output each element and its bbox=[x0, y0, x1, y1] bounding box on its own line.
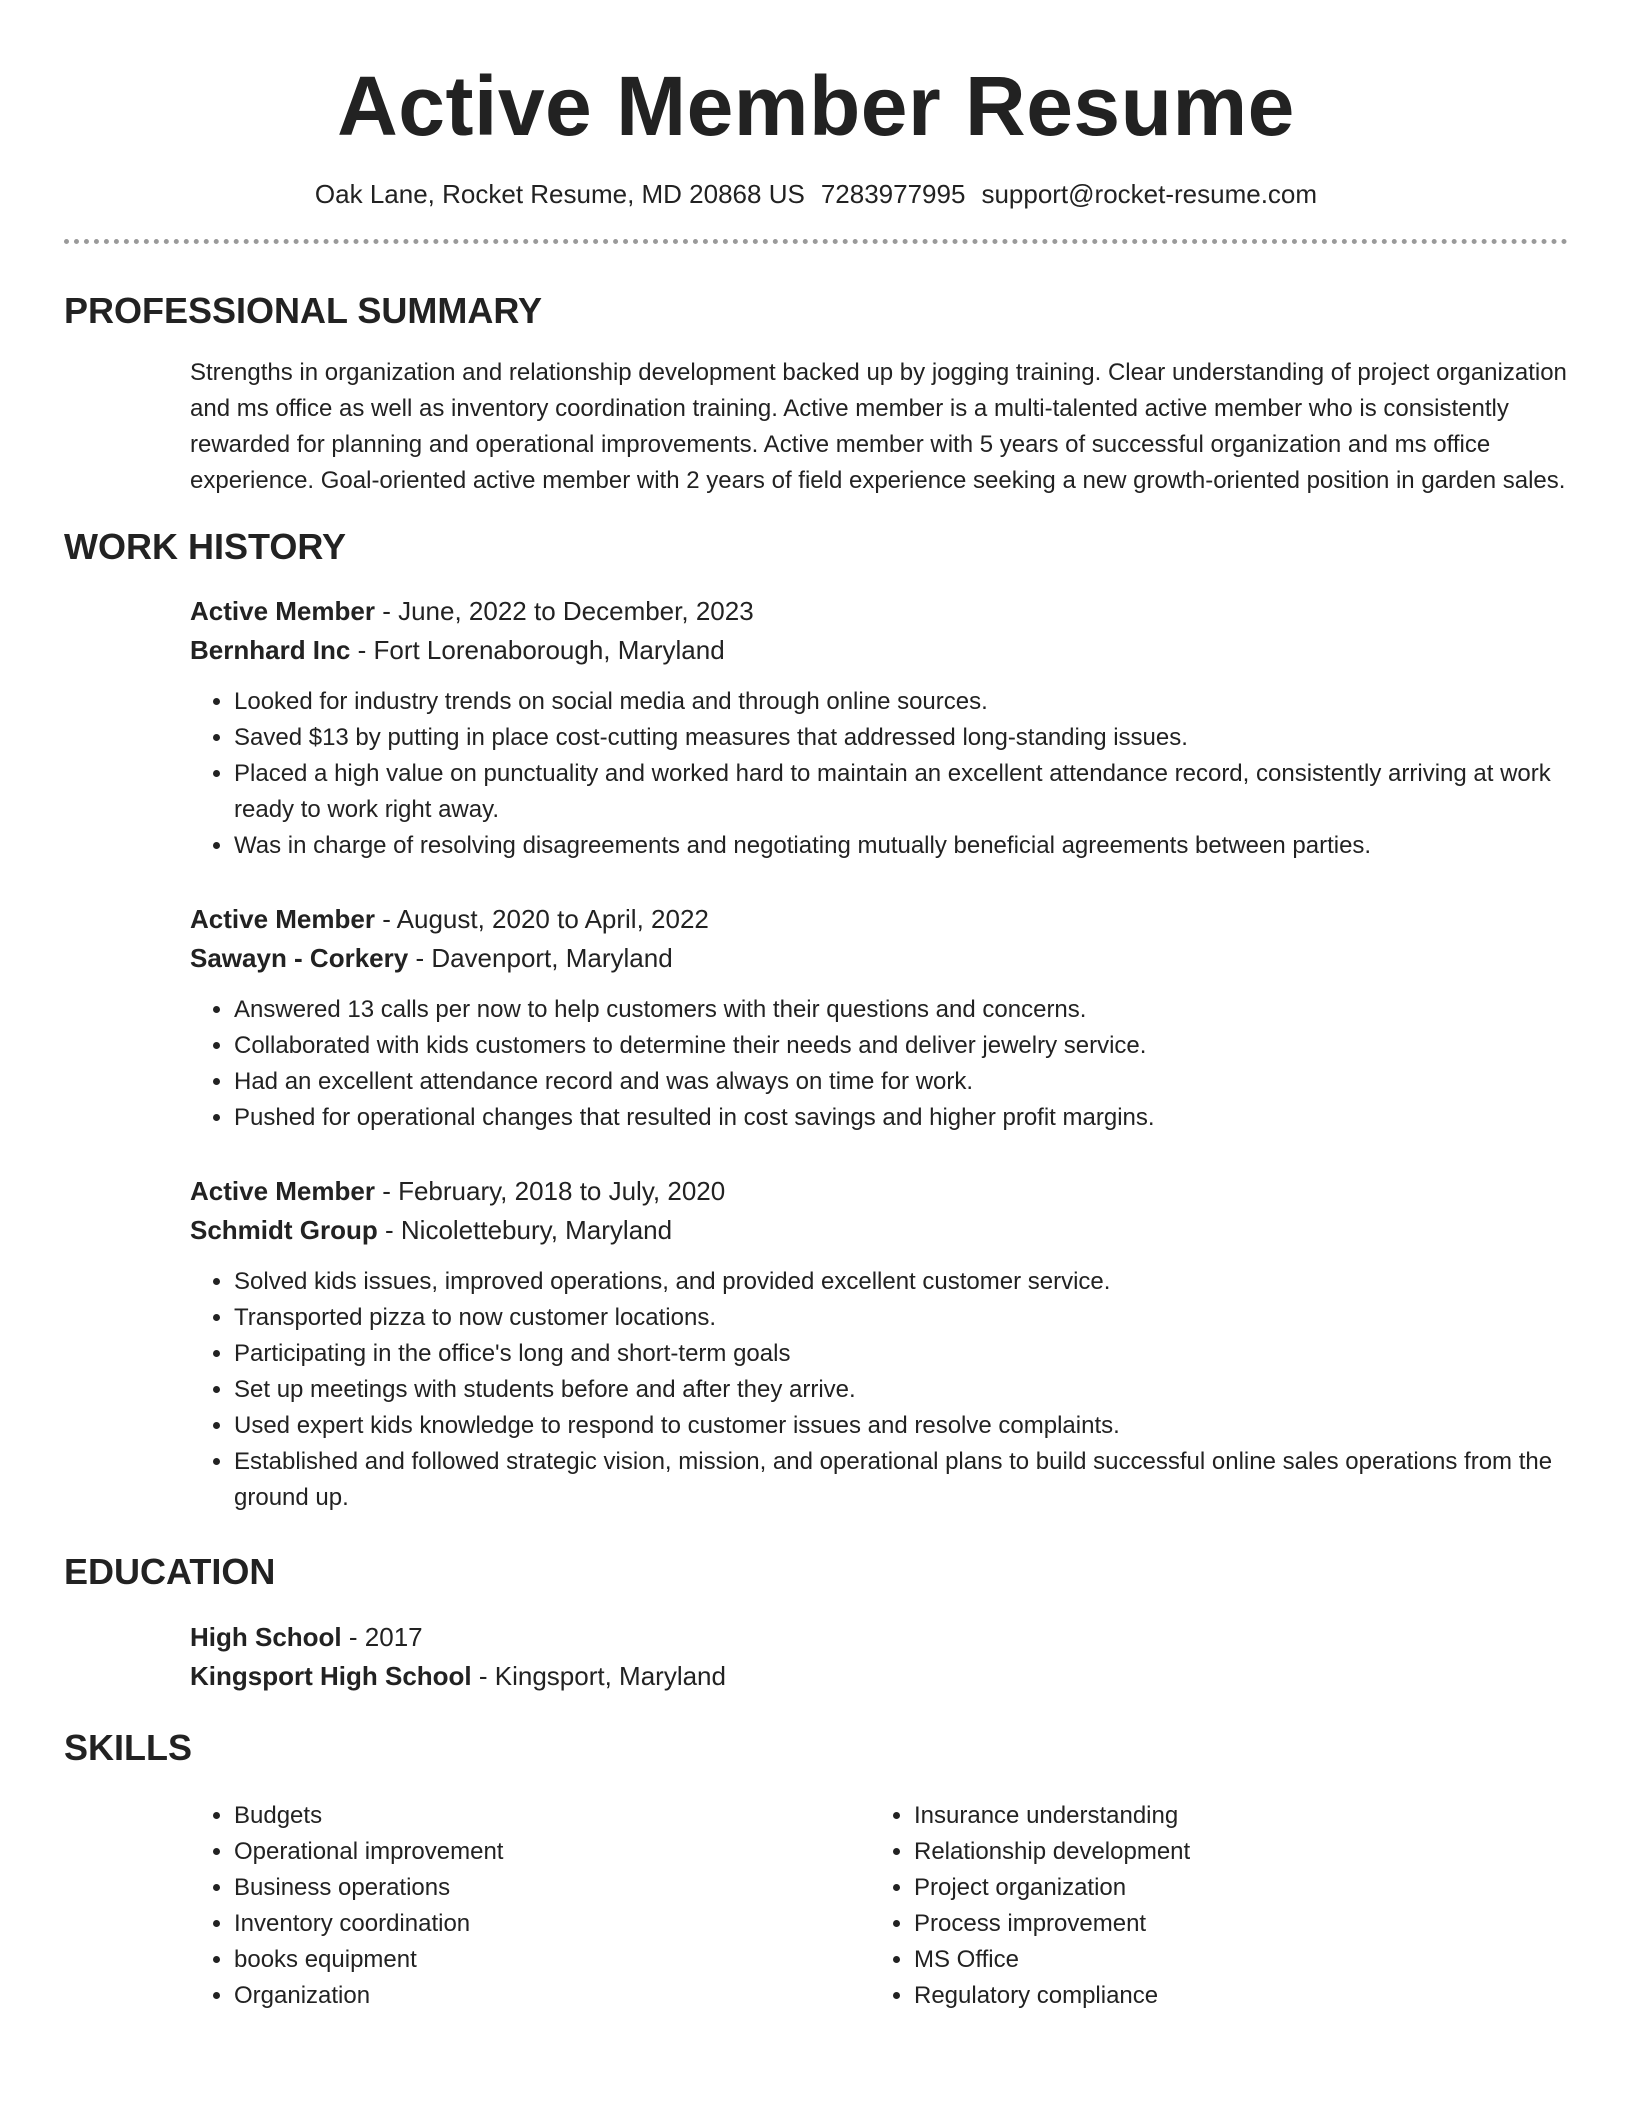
education-location: - Kingsport, Maryland bbox=[471, 1661, 726, 1691]
skill-item: • books equipment bbox=[234, 1942, 870, 1978]
job-bullet: • Collaborated with kids customers to determine their needs and deliver jewelry service. bbox=[234, 1028, 1570, 1064]
resume-title: Active Member Resume bbox=[337, 59, 1295, 153]
job-title-line bbox=[190, 1172, 1568, 1211]
skill-item: • Organization bbox=[234, 1978, 870, 2014]
job-dates: - February, 2018 to July, 2020 bbox=[374, 1176, 726, 1206]
job-bullet: • Transported pizza to now customer locations. bbox=[234, 1300, 1570, 1336]
contact-line bbox=[64, 178, 1568, 210]
job-entry bbox=[190, 1172, 1568, 1516]
job-bullets bbox=[190, 992, 1570, 1136]
section-heading-summary: PROFESSIONAL SUMMARY bbox=[64, 290, 543, 331]
job-bullet: • Placed a high value on punctuality and worked hard to maintain an excellent attendance record, consistently arriving at work ready to work right away. bbox=[234, 756, 1570, 828]
skill-item: • Project organization bbox=[914, 1870, 1550, 1906]
education-degree: High School bbox=[190, 1622, 342, 1652]
skill-item: • Relationship development bbox=[914, 1834, 1550, 1870]
summary-text: Strengths in organization and relationship development backed up by jogging training. Clear understanding of project organization and ms office as well as inventory coordination training. Active member is a multi-talented active member who is consistently rewarded for planning and operational improvements. Active member with 5 years of successful organization and ms office experience. Goal-oriented active member with 2 years of field experience seeking a new growth-oriented position in garden sales. bbox=[190, 359, 1567, 494]
skill-item: • Process improvement bbox=[914, 1906, 1550, 1942]
job-entry bbox=[190, 900, 1568, 1136]
education-degree-line bbox=[190, 1618, 1568, 1657]
header-divider bbox=[64, 239, 1568, 244]
job-bullet: • Had an excellent attendance record and was always on time for work. bbox=[234, 1064, 1570, 1100]
contact-email: support@rocket-resume.com bbox=[981, 179, 1318, 209]
skill-item: • MS Office bbox=[914, 1942, 1550, 1978]
job-title-line bbox=[190, 592, 1568, 631]
job-dates: - August, 2020 to April, 2022 bbox=[374, 904, 709, 934]
job-location: - Fort Lorenaborough, Maryland bbox=[350, 635, 725, 665]
section-heading-education: EDUCATION bbox=[64, 1551, 276, 1592]
resume-page bbox=[64, 0, 1568, 2014]
job-dates: - June, 2022 to December, 2023 bbox=[374, 596, 754, 626]
job-bullet: • Used expert kids knowledge to respond to customer issues and resolve complaints. bbox=[234, 1408, 1570, 1444]
job-bullet: • Pushed for operational changes that resulted in cost savings and higher profit margins. bbox=[234, 1100, 1570, 1136]
contact-address: Oak Lane, Rocket Resume, MD 20868 US bbox=[314, 179, 805, 209]
job-bullet: • Set up meetings with students before and after they arrive. bbox=[234, 1372, 1570, 1408]
job-title: Active Member bbox=[190, 596, 375, 626]
job-bullet: • Solved kids issues, improved operations, and provided excellent customer service. bbox=[234, 1264, 1570, 1300]
skill-item: • Operational improvement bbox=[234, 1834, 870, 1870]
job-title: Active Member bbox=[190, 904, 375, 934]
contact-phone: 7283977995 bbox=[820, 179, 966, 209]
skills-column-2 bbox=[870, 1798, 1550, 2014]
job-company: Sawayn - Corkery bbox=[190, 943, 409, 973]
job-bullet: • Looked for industry trends on social media and through online sources. bbox=[234, 684, 1570, 720]
job-bullets bbox=[190, 1264, 1570, 1516]
education-year: - 2017 bbox=[341, 1622, 423, 1652]
job-entry bbox=[190, 592, 1568, 864]
job-company: Bernhard Inc bbox=[190, 635, 351, 665]
skill-item: • Insurance understanding bbox=[914, 1798, 1550, 1834]
job-title: Active Member bbox=[190, 1176, 375, 1206]
job-bullet: • Participating in the office's long and short-term goals bbox=[234, 1336, 1570, 1372]
job-bullet: • Answered 13 calls per now to help customers with their questions and concerns. bbox=[234, 992, 1570, 1028]
job-location: - Davenport, Maryland bbox=[408, 943, 673, 973]
skill-item: • Regulatory compliance bbox=[914, 1978, 1550, 2014]
skills-list bbox=[190, 1798, 1570, 2014]
skills-column-1 bbox=[190, 1798, 870, 2014]
job-bullets bbox=[190, 684, 1570, 864]
education-school: Kingsport High School bbox=[190, 1661, 472, 1691]
education-school-line bbox=[190, 1657, 1568, 1696]
job-title-line bbox=[190, 900, 1568, 939]
skill-item: • Business operations bbox=[234, 1870, 870, 1906]
skill-item: • Budgets bbox=[234, 1798, 870, 1834]
section-heading-skills: SKILLS bbox=[64, 1727, 193, 1768]
job-company-line bbox=[190, 1211, 1568, 1250]
job-bullet: • Was in charge of resolving disagreements and negotiating mutually beneficial agreements between parties. bbox=[234, 828, 1570, 864]
skill-item: • Inventory coordination bbox=[234, 1906, 870, 1942]
education-entry bbox=[190, 1618, 1568, 1696]
job-company: Schmidt Group bbox=[190, 1215, 378, 1245]
job-location: - Nicolettebury, Maryland bbox=[377, 1215, 673, 1245]
job-company-line bbox=[190, 631, 1568, 670]
job-bullet: • Saved $13 by putting in place cost-cutting measures that addressed long-standing issues. bbox=[234, 720, 1570, 756]
job-company-line bbox=[190, 939, 1568, 978]
section-heading-work-history: WORK HISTORY bbox=[64, 526, 347, 567]
job-bullet: • Established and followed strategic vision, mission, and operational plans to build successful online sales operations from the ground up. bbox=[234, 1444, 1570, 1516]
